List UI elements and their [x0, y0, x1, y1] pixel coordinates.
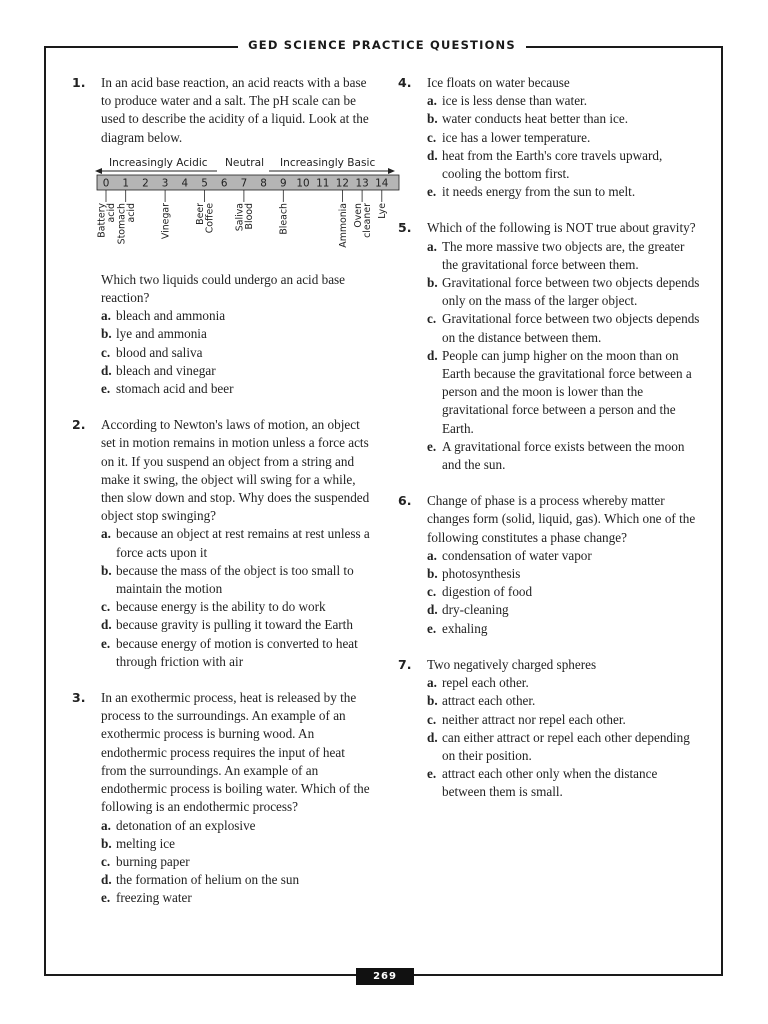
answer-option-b[interactable]: [427, 692, 702, 710]
answer-option-a[interactable]: [427, 92, 702, 110]
option-text: stomach acid and beer: [116, 381, 234, 397]
option-label: d.: [427, 347, 438, 363]
option-text: the formation of helium on the sun: [116, 872, 300, 888]
basic-label: Increasingly Basic: [280, 156, 376, 169]
answer-option-d[interactable]: [101, 362, 372, 380]
question-number: 3.: [72, 690, 86, 706]
option-label: a.: [101, 817, 111, 833]
answer-option-b[interactable]: [427, 565, 702, 583]
option-label: e.: [427, 766, 437, 782]
answer-option-e[interactable]: [101, 380, 372, 398]
answer-option-e[interactable]: [427, 183, 702, 201]
answer-option-d[interactable]: [101, 616, 372, 634]
option-label: b.: [101, 835, 112, 851]
ph-substance-label: Stomach: [116, 202, 128, 245]
question-stem: Which of the following is NOT true about gravity?: [427, 220, 696, 236]
answer-option-b[interactable]: [101, 835, 372, 853]
option-label: d.: [101, 872, 112, 888]
option-text: The more massive two objects are, the greater the gravitational force between them.: [442, 238, 685, 272]
ph-number-12: 12: [335, 177, 350, 190]
answer-option-d[interactable]: [427, 147, 702, 183]
option-label: b.: [101, 562, 112, 578]
ph-number-3: 3: [161, 177, 169, 190]
option-label: b.: [101, 326, 112, 342]
answer-option-e[interactable]: [101, 635, 372, 671]
answer-options: [427, 674, 702, 801]
option-label: b.: [427, 693, 438, 709]
question-stem: According to Newton's laws of motion, an object set in motion remains in motion unless a force acts on it. If you suspend an object from a string and make it swing, the object will swing for a while, then slow down and stop. Why does the suspended object stop swinging?: [101, 417, 370, 524]
question-2: [72, 416, 372, 671]
question-7: [398, 656, 702, 802]
option-text: attract each other only when the distance between them is small.: [442, 766, 658, 800]
option-text: bleach and vinegar: [116, 362, 216, 378]
option-text: ice has a lower temperature.: [442, 129, 591, 145]
option-text: photosynthesis: [442, 566, 521, 582]
option-label: e.: [101, 890, 111, 906]
ph-substance-label: Blood: [244, 202, 255, 230]
option-label: d.: [101, 362, 112, 378]
question-stem: Two negatively charged spheres: [427, 656, 597, 672]
option-text: detonation of an explosive: [116, 817, 256, 833]
option-text: exhaling: [442, 620, 488, 636]
acidic-label: Increasingly Acidic: [109, 156, 208, 169]
option-text: water conducts heat better than ice.: [442, 111, 629, 127]
answer-option-c[interactable]: [101, 598, 372, 616]
option-label: d.: [427, 729, 438, 745]
page-header-title: GED SCIENCE PRACTICE QUESTIONS: [248, 38, 516, 52]
answer-option-e[interactable]: [427, 765, 702, 801]
option-text: repel each other.: [442, 675, 529, 691]
option-label: c.: [101, 853, 111, 869]
basic-arrowhead: [388, 168, 395, 174]
answer-options: [101, 817, 372, 908]
ph-substance-label: Battery: [96, 202, 108, 238]
option-text: because gravity is pulling it toward the Earth: [116, 617, 353, 633]
question-stem: Change of phase is a process whereby matter changes form (solid, liquid, gas). Which one of the following constitutes a phase change?: [427, 493, 696, 545]
question-number: 5.: [398, 220, 412, 236]
answer-option-b[interactable]: [427, 274, 702, 310]
ph-substance-label: Vinegar: [160, 202, 172, 239]
option-text: bleach and ammonia: [116, 308, 226, 324]
option-text: burning paper: [116, 853, 190, 869]
answer-option-b[interactable]: [101, 325, 372, 343]
ph-number-6: 6: [220, 177, 228, 190]
ph-substance-label: cleaner: [362, 202, 374, 238]
option-text: heat from the Earth's core travels upward, cooling the bottom first.: [442, 147, 663, 182]
option-text: because energy is the ability to do work: [116, 599, 326, 615]
ph-number-1: 1: [122, 177, 130, 190]
option-label: c.: [427, 311, 437, 327]
ph-substance-label: acid: [106, 202, 118, 223]
question-4: [398, 74, 702, 201]
answer-option-a[interactable]: [101, 525, 372, 561]
ph-number-9: 9: [279, 177, 287, 190]
option-label: d.: [427, 602, 438, 618]
question-number: 1.: [72, 75, 86, 90]
option-label: a.: [427, 675, 437, 691]
ph-number-5: 5: [201, 177, 208, 190]
option-text: digestion of food: [442, 584, 533, 600]
option-text: condensation of water vapor: [442, 547, 592, 563]
option-text: lye and ammonia: [116, 326, 207, 342]
answer-option-a[interactable]: [101, 307, 372, 325]
option-label: b.: [427, 111, 438, 127]
option-label: d.: [427, 147, 438, 163]
answer-option-c[interactable]: [427, 711, 702, 729]
neutral-label: Neutral: [225, 156, 265, 169]
ph-substance-label: Coffee: [204, 202, 216, 234]
answer-option-b[interactable]: [427, 110, 702, 128]
answer-options: [427, 547, 702, 638]
header-rule-left: [44, 46, 238, 48]
option-text: People can jump higher on the moon than on Earth because the gravitational force between a person and the moon is lower than the gravitational force between a person and the Earth.: [442, 347, 692, 436]
ph-substance-label: Oven: [352, 202, 364, 228]
question-3: [72, 689, 372, 907]
option-label: b.: [427, 566, 438, 582]
answer-option-d[interactable]: [427, 729, 702, 765]
ph-number-7: 7: [240, 177, 248, 190]
question-stem: In an acid base reaction, an acid reacts with a base to produce water and a salt. The pH scale can be used to describe the acidity of a liquid. Look at the diagram below.: [101, 75, 369, 145]
page-number: 269: [356, 968, 414, 985]
ph-number-0: 0: [102, 177, 110, 190]
option-label: c.: [101, 599, 111, 615]
option-label: e.: [101, 635, 111, 651]
ph-substance-label: Lye: [377, 202, 389, 219]
question-stem: Ice floats on water because: [427, 75, 570, 90]
ph-number-group: [103, 177, 389, 189]
answer-option-e[interactable]: [427, 620, 702, 638]
answer-option-a[interactable]: [427, 674, 702, 692]
answer-option-c[interactable]: [101, 344, 372, 362]
ph-number-11: 11: [316, 177, 330, 190]
option-text: because an object at rest remains at rest unless a force acts upon it: [116, 526, 370, 560]
option-text: neither attract nor repel each other.: [442, 711, 626, 727]
answer-options: [101, 525, 372, 671]
question-1: [72, 74, 389, 398]
option-text: because energy of motion is converted to heat through friction with air: [116, 635, 358, 669]
header-rule-right: [526, 46, 723, 48]
left-column: [72, 74, 389, 926]
option-label: c.: [427, 584, 437, 600]
option-text: attract each other.: [442, 693, 536, 709]
option-text: because the mass of the object is too small to maintain the motion: [116, 562, 354, 597]
ph-number-2: 2: [142, 177, 149, 190]
ph-substance-group: [97, 190, 389, 248]
option-text: it needs energy from the sun to melt.: [442, 184, 636, 200]
ph-number-4: 4: [181, 177, 189, 190]
option-label: a.: [101, 526, 111, 542]
ph-substance-label: Ammonia: [337, 202, 349, 248]
question-stem-2: Which two liquids could undergo an acid base reaction?: [101, 271, 346, 306]
answer-options: [101, 307, 372, 398]
answer-option-b[interactable]: [101, 562, 372, 598]
option-text: Gravitational force between two objects depends on the distance between them.: [442, 311, 700, 345]
answer-option-d[interactable]: [427, 601, 702, 619]
option-label: a.: [101, 308, 111, 324]
option-text: Gravitational force between two objects depends only on the mass of the larger object.: [442, 275, 700, 309]
ph-number-14: 14: [375, 177, 389, 190]
ph-number-8: 8: [260, 177, 267, 190]
option-label: d.: [101, 617, 112, 633]
option-label: e.: [427, 184, 437, 200]
answer-option-e[interactable]: [427, 438, 702, 474]
option-label: c.: [101, 344, 111, 360]
option-text: freezing water: [116, 890, 192, 906]
answer-option-c[interactable]: [427, 129, 702, 147]
option-label: e.: [427, 438, 437, 454]
ph-number-13: 13: [355, 177, 369, 190]
question-number: 7.: [398, 656, 412, 672]
ph-substance-label: Beer: [195, 202, 207, 225]
answer-option-d[interactable]: [101, 871, 372, 889]
option-label: a.: [427, 93, 437, 109]
ph-number-10: 10: [296, 177, 310, 190]
question-number: 4.: [398, 75, 412, 90]
acidic-arrowhead: [95, 168, 102, 174]
answer-option-d[interactable]: [427, 347, 702, 438]
right-column: [398, 74, 702, 820]
option-label: c.: [427, 711, 437, 727]
answer-option-a[interactable]: [101, 817, 372, 835]
option-text: can either attract or repel each other depending on their position.: [442, 729, 690, 763]
answer-option-a[interactable]: [427, 238, 702, 274]
question-number: 2.: [72, 417, 86, 433]
ph-substance-label: acid: [125, 202, 137, 223]
option-label: a.: [427, 238, 437, 254]
ph-scale-diagram: [95, 155, 389, 263]
question-stem: In an exothermic process, heat is released by the process to the surroundings. An example of an exothermic process is burning wood. An endothermic process requires the input of heat from the surroundings. An example of an endothermic process is boiling water. Which of the following is an endothermic process?: [101, 690, 370, 815]
option-text: blood and saliva: [116, 344, 203, 360]
question-6: [398, 492, 702, 638]
option-label: a.: [427, 547, 437, 563]
answer-options: [427, 92, 702, 201]
question-5: [398, 219, 702, 474]
question-number: 6.: [398, 493, 412, 509]
answer-options: [427, 238, 702, 475]
answer-option-c[interactable]: [427, 310, 702, 346]
option-text: dry-cleaning: [442, 602, 509, 618]
option-label: b.: [427, 275, 438, 291]
ph-substance-label: Saliva: [234, 202, 246, 232]
option-label: c.: [427, 129, 437, 145]
option-text: ice is less dense than water.: [442, 93, 588, 109]
option-label: e.: [427, 620, 437, 636]
ph-scale-svg: [95, 155, 401, 263]
answer-option-c[interactable]: [427, 583, 702, 601]
answer-option-e[interactable]: [101, 889, 372, 907]
option-text: melting ice: [116, 835, 175, 851]
answer-option-a[interactable]: [427, 547, 702, 565]
answer-option-c[interactable]: [101, 853, 372, 871]
option-text: A gravitational force exists between the moon and the sun.: [442, 438, 685, 473]
ph-substance-label: Bleach: [278, 202, 290, 235]
option-label: e.: [101, 381, 111, 397]
